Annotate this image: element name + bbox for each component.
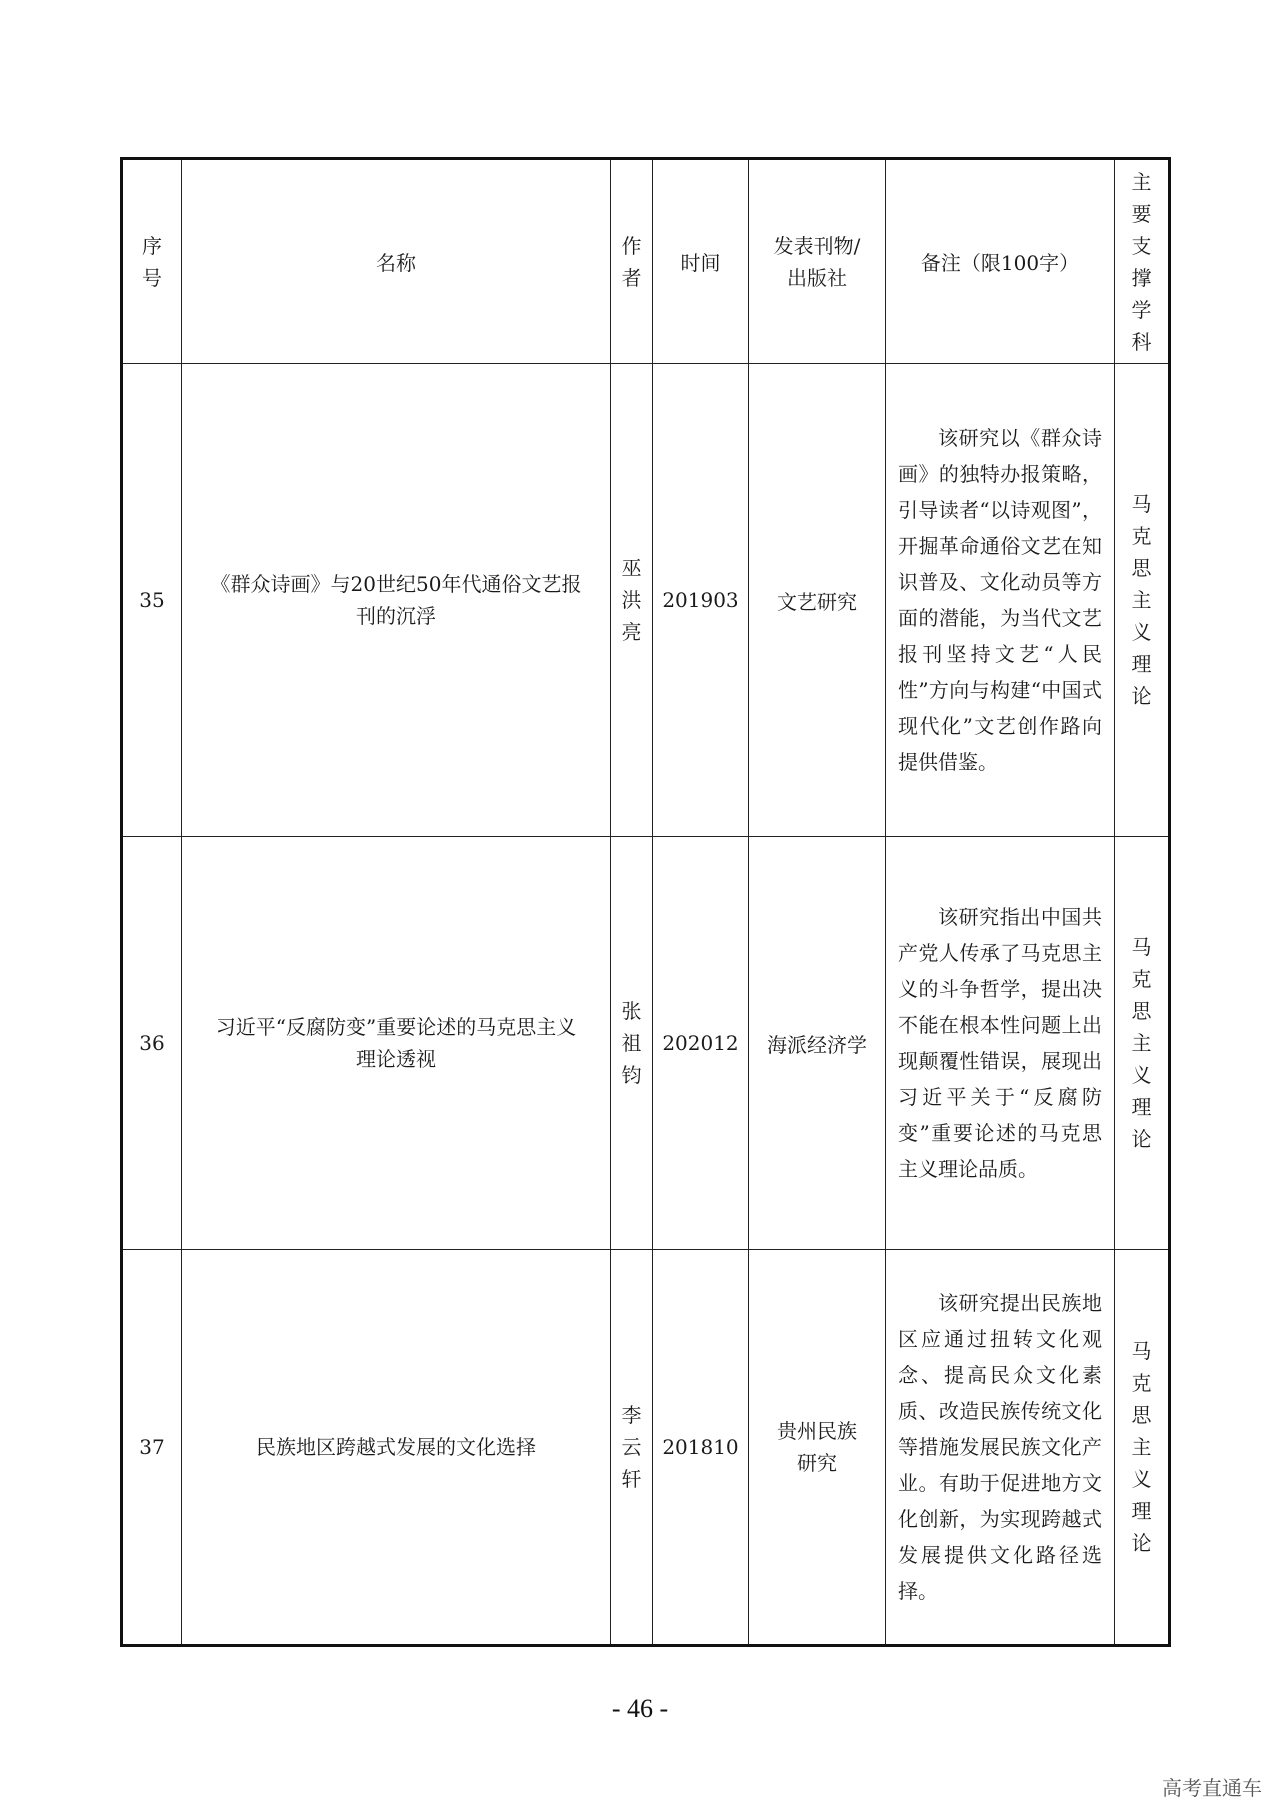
table-header-row <box>122 159 1170 364</box>
table-row <box>122 837 1170 1250</box>
row-name: 习近平“反腐防变”重要论述的马克思主义理论透视 <box>182 837 611 1250</box>
table-row <box>122 364 1170 837</box>
header-discipline: 主要支撑学科 <box>1115 159 1170 364</box>
row-discipline: 马克思主义理论 <box>1115 364 1170 837</box>
table-row <box>122 1250 1170 1646</box>
header-notes: 备注（限100字） <box>886 159 1115 364</box>
header-author: 作者 <box>611 159 653 364</box>
achievements-table <box>120 157 1171 1647</box>
row-discipline: 马克思主义理论 <box>1115 837 1170 1250</box>
header-date: 时间 <box>653 159 749 364</box>
row-author: 巫洪亮 <box>611 364 653 837</box>
row-date: 201903 <box>653 364 749 837</box>
row-name: 民族地区跨越式发展的文化选择 <box>182 1250 611 1646</box>
row-date: 201810 <box>653 1250 749 1646</box>
header-index: 序号 <box>122 159 182 364</box>
row-notes: 该研究提出民族地区应通过扭转文化观念、提高民众文化素质、改造民族传统文化等措施发展民族文化产业。有助于促进地方文化创新，为实现跨越式发展提供文化路径选择。 <box>886 1250 1115 1646</box>
row-publication: 海派经济学 <box>749 837 886 1250</box>
row-author: 张祖钧 <box>611 837 653 1250</box>
row-author: 李云轩 <box>611 1250 653 1646</box>
row-publication: 贵州民族研究 <box>749 1250 886 1646</box>
header-publication: 发表刊物/出版社 <box>749 159 886 364</box>
row-date: 202012 <box>653 837 749 1250</box>
row-index: 36 <box>122 837 182 1250</box>
watermark: 高考直通车 <box>1162 1776 1262 1800</box>
row-name: 《群众诗画》与20世纪50年代通俗文艺报刊的沉浮 <box>182 364 611 837</box>
row-discipline: 马克思主义理论 <box>1115 1250 1170 1646</box>
header-name: 名称 <box>182 159 611 364</box>
row-notes: 该研究指出中国共产党人传承了马克思主义的斗争哲学，提出决不能在根本性问题上出现颠覆性错误，展现出习近平关于“反腐防变”重要论述的马克思主义理论品质。 <box>886 837 1115 1250</box>
row-index: 35 <box>122 364 182 837</box>
row-publication: 文艺研究 <box>749 364 886 837</box>
page-number: - 46 - <box>611 1694 669 1723</box>
row-index: 37 <box>122 1250 182 1646</box>
row-notes: 该研究以《群众诗画》的独特办报策略，引导读者“以诗观图”，开掘革命通俗文艺在知识普及、文化动员等方面的潜能，为当代文艺报刊坚持文艺“人民性”方向与构建“中国式现代化”文艺创作路向提供借鉴。 <box>886 364 1115 837</box>
